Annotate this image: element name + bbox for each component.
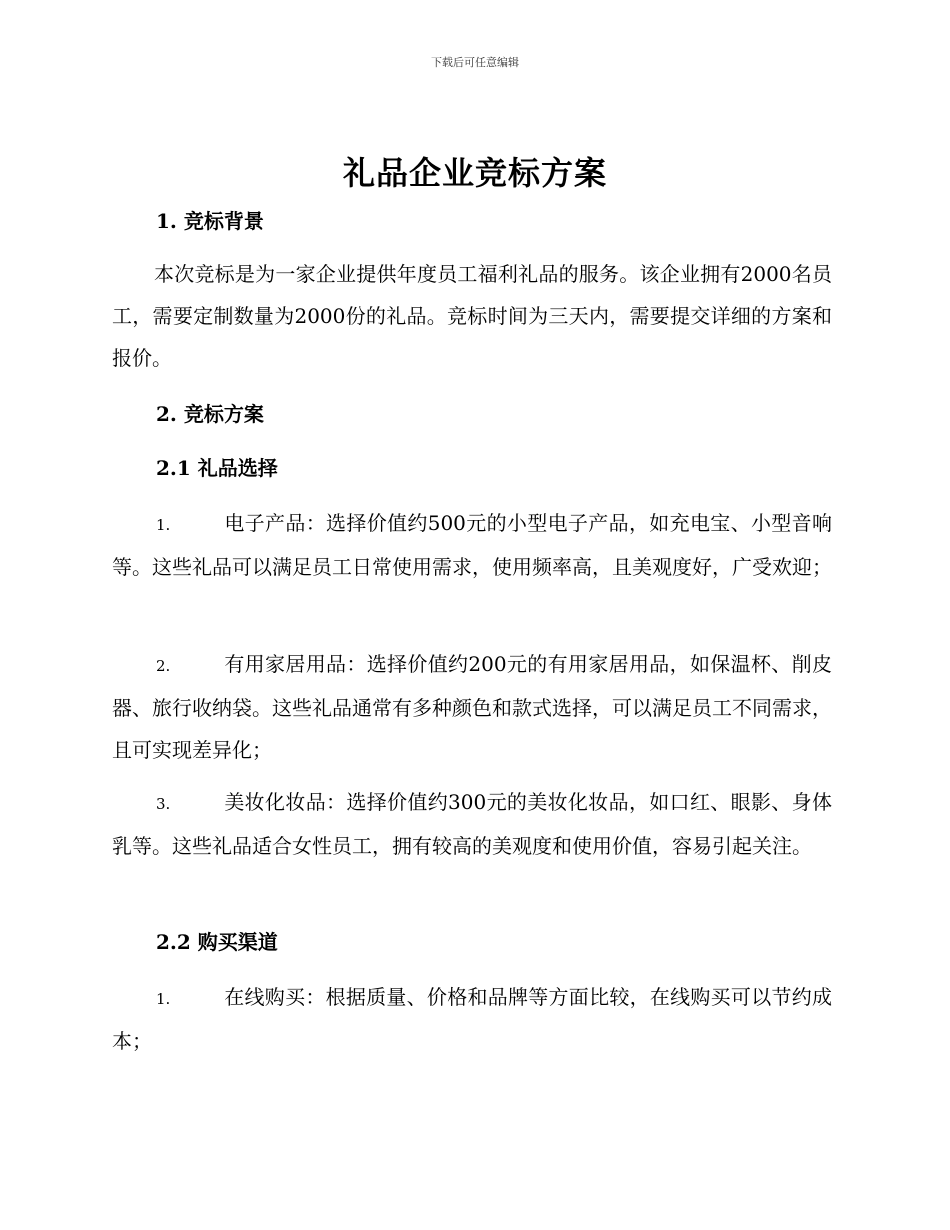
section-heading-background: 1. 竞标背景 [156,209,264,233]
list-item-number: 2. [156,657,171,675]
list-item-text: 电子产品：选择价值约500元的小型电子产品，如充电宝、小型音响等。这些礼品可以满足员工日常使用需求，使用频率高，且美观度好，广受欢迎； [112,511,832,579]
background-paragraph: 本次竞标是为一家企业提供年度员工福利礼品的服务。该企业拥有2000名员工，需要定制数量为2000份的礼品。竞标时间为三天内，需要提交详细的方案和报价。 [112,262,832,370]
list-item [112,976,832,1062]
subsection-heading-gift-selection: 2.1 礼品选择 [156,456,278,480]
list-item-number: 1. [156,516,171,534]
subsection-heading-purchase-channel: 2.2 购买渠道 [156,930,278,954]
list-item [112,781,832,867]
section-heading-plan: 2. 竞标方案 [156,402,264,426]
list-item-text: 有用家居用品：选择价值约200元的有用家居用品，如保温杯、削皮器、旅行收纳袋。这些礼品通常有多种颜色和款式选择，可以满足员工不同需求，且可实现差异化； [112,652,832,762]
list-item [112,643,832,771]
list-item-text: 美妆化妆品：选择价值约300元的美妆化妆品，如口红、眼影、身体乳等。这些礼品适合女性员工，拥有较高的美观度和使用价值，容易引起关注。 [112,790,832,858]
list-item-number: 1. [156,990,171,1008]
document-title: 礼品企业竞标方案 [342,154,607,192]
list-item-number: 3. [156,795,171,813]
list-item [112,502,832,588]
list-item-text: 在线购买：根据质量、价格和品牌等方面比较，在线购买可以节约成本； [112,985,832,1053]
page-header-note: 下载后可任意编辑 [431,56,519,69]
